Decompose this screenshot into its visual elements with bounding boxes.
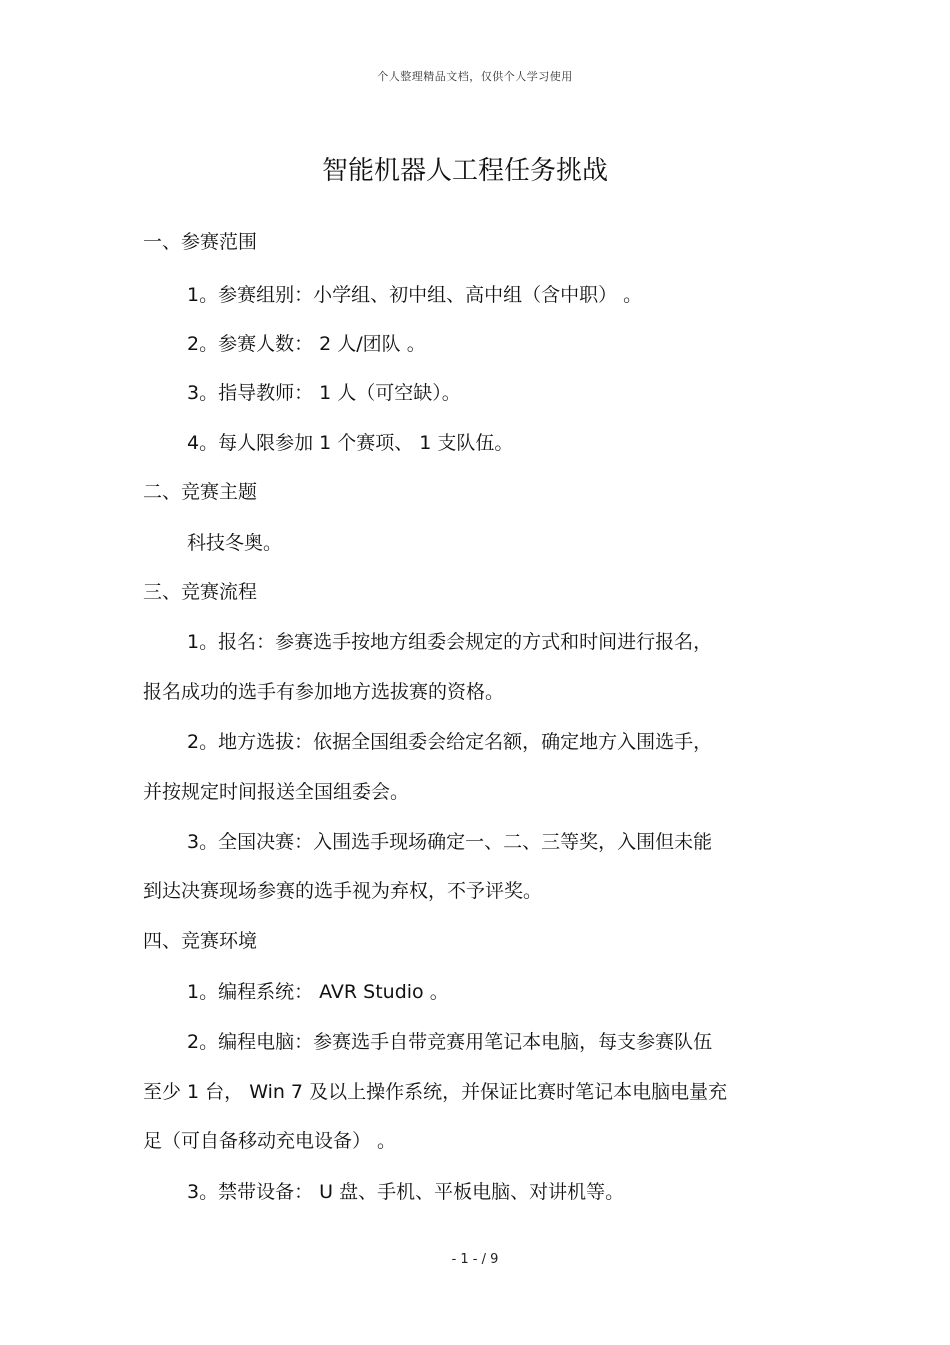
process-item-registration-cont: 报名成功的选手有参加地方选拔赛的资格。 bbox=[143, 681, 505, 703]
scope-item-instructor: 3。指导教师： 1 人（可空缺）。 bbox=[187, 382, 461, 404]
process-item-final-cont: 到达决赛现场参赛的选手视为弃权，不予评奖。 bbox=[143, 880, 543, 902]
process-item-final: 3。全国决赛：入围选手现场确定一、二、三等奖，入围但未能 bbox=[187, 831, 713, 853]
process-item-selection-cont: 并按规定时间报送全国组委会。 bbox=[143, 781, 410, 803]
section-heading-theme: 二、竞赛主题 bbox=[143, 481, 258, 503]
process-item-registration: 1。报名：参赛选手按地方组委会规定的方式和时间进行报名， bbox=[187, 631, 713, 653]
scope-item-team-size: 2。参赛人数： 2 人/团队 。 bbox=[187, 333, 426, 355]
environment-item-computer-cont2: 足（可自备移动充电设备） 。 bbox=[143, 1130, 397, 1152]
header-note: 个人整理精品文档，仅供个人学习使用 bbox=[377, 70, 573, 83]
process-item-selection: 2。地方选拔：依据全国组委会给定名额，确定地方入围选手， bbox=[187, 731, 713, 753]
scope-item-limit: 4。每人限参加 1 个赛项、 1 支队伍。 bbox=[187, 432, 514, 454]
section-heading-scope: 一、参赛范围 bbox=[143, 231, 258, 253]
section-heading-environment: 四、竞赛环境 bbox=[143, 930, 258, 952]
environment-item-computer-cont: 至少 1 台， Win 7 及以上操作系统，并保证比赛时笔记本电脑电量充 bbox=[143, 1081, 728, 1103]
document-title: 智能机器人工程任务挑战 bbox=[321, 156, 608, 186]
page-number: - 1 - / 9 bbox=[451, 1252, 499, 1267]
theme-item: 科技冬奥。 bbox=[187, 532, 283, 554]
section-heading-process: 三、竞赛流程 bbox=[143, 581, 258, 603]
environment-item-programming-system: 1。编程系统： AVR Studio 。 bbox=[187, 981, 449, 1003]
scope-item-groups: 1。参赛组别：小学组、初中组、高中组（含中职） 。 bbox=[187, 284, 643, 306]
environment-item-computer: 2。编程电脑：参赛选手自带竞赛用笔记本电脑，每支参赛队伍 bbox=[187, 1031, 713, 1053]
environment-item-banned-devices: 3。禁带设备： U 盘、手机、平板电脑、对讲机等。 bbox=[187, 1181, 625, 1203]
